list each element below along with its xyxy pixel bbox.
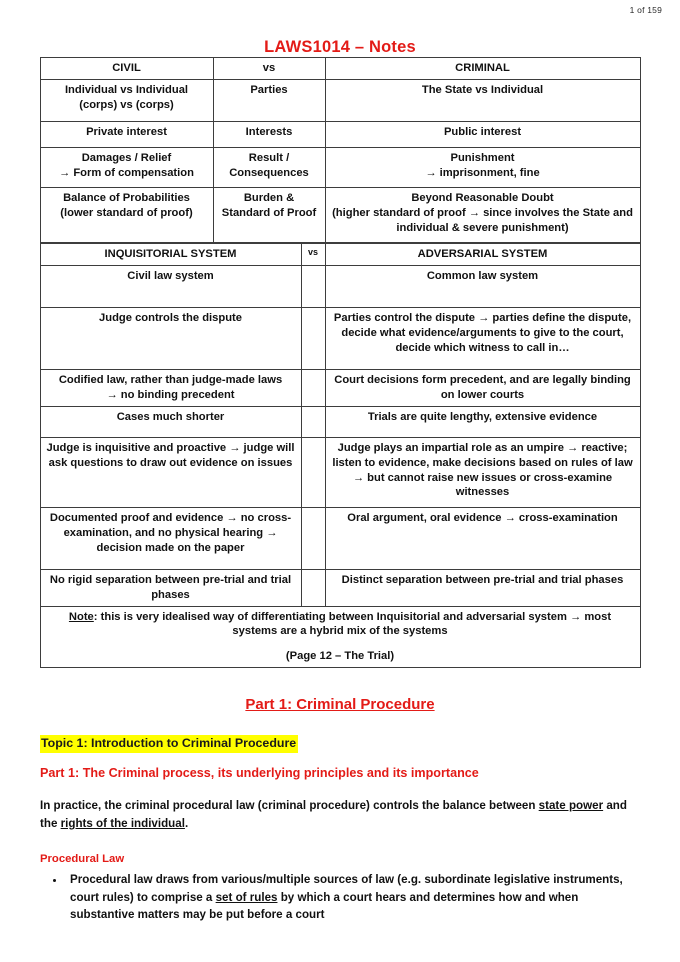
note-source: (Page 12 – The Trial)	[285, 650, 395, 663]
cell-criminal: Punishment → imprisonment, fine	[325, 147, 640, 187]
procedural-law-bullet-list	[40, 871, 640, 923]
cell-civil: Individual vs Individual (corps) vs (corps)	[40, 79, 213, 121]
table-row	[40, 265, 640, 307]
table-row	[40, 187, 640, 242]
table-header-cell-adversarial: ADVERSARIAL SYSTEM	[325, 243, 640, 265]
procedural-law-heading: Procedural Law	[40, 853, 125, 866]
cell-inquisitorial: Documented proof and evidence → no cross-examination, and no physical hearing → decision made on the paper	[40, 507, 301, 569]
table-row	[40, 569, 640, 606]
cell-adversarial: Parties control the dispute → parties define the dispute, decide what evidence/arguments to give to the court, decide which witness to call in…	[325, 307, 640, 369]
list-item	[66, 871, 640, 923]
cell-criminal: Beyond Reasonable Doubt (higher standard of proof → since involves the State and individual & severe punishment)	[325, 187, 640, 242]
table-note-row	[40, 606, 640, 668]
cell-inquisitorial: Codified law, rather than judge-made laws → no binding precedent	[40, 369, 301, 406]
note-label: Note	[68, 610, 94, 623]
bullet-underline-set-of-rules: set of rules	[215, 890, 278, 904]
table-row	[40, 79, 640, 121]
part-heading: Part 1: Criminal Procedure	[245, 696, 435, 714]
paragraph-underline-state-power: state power	[538, 799, 604, 813]
table-header-cell-civil: CIVIL	[40, 58, 213, 80]
cell-civil: Balance of Probabilities (lower standard of proof)	[40, 187, 213, 242]
cell-vs-spacer	[301, 307, 325, 369]
table-row	[40, 147, 640, 187]
cell-civil: Private interest	[40, 121, 213, 147]
systems-comparison-table	[40, 243, 641, 668]
cell-vs-spacer	[301, 265, 325, 307]
page-title: LAWS1014 – Notes	[264, 38, 416, 56]
cell-topic: Result / Consequences	[213, 147, 325, 187]
cell-adversarial: Distinct separation between pre-trial and trial phases	[325, 569, 640, 606]
page-counter: 1 of 159	[629, 5, 662, 15]
table-row	[40, 507, 640, 569]
cell-inquisitorial: Judge controls the dispute	[40, 307, 301, 369]
table-header-cell-vs: vs	[213, 58, 325, 80]
cell-adversarial: Trials are quite lengthy, extensive evidence	[325, 406, 640, 437]
cell-vs-spacer	[301, 437, 325, 507]
cell-inquisitorial: No rigid separation between pre-trial and trial phases	[40, 569, 301, 606]
cell-vs-spacer	[301, 507, 325, 569]
table-note-cell	[40, 606, 640, 668]
cell-topic: Interests	[213, 121, 325, 147]
cell-criminal: Public interest	[325, 121, 640, 147]
cell-inquisitorial: Cases much shorter	[40, 406, 301, 437]
cell-inquisitorial: Judge is inquisitive and proactive → judge will ask questions to draw out evidence on issues	[40, 437, 301, 507]
cell-adversarial: Judge plays an impartial role as an umpire → reactive; listen to evidence, make decisions based on rules of law → but cannot raise new issues or cross-examine witnesses	[325, 437, 640, 507]
table-header-cell-inquisitorial: INQUISITORIAL SYSTEM	[40, 243, 301, 265]
cell-adversarial: Oral argument, oral evidence → cross-examination	[325, 507, 640, 569]
table-row	[40, 307, 640, 369]
table-header-cell-vs: vs	[301, 243, 325, 265]
cell-vs-spacer	[301, 569, 325, 606]
cell-inquisitorial: Civil law system	[40, 265, 301, 307]
paragraph-segment-3: .	[184, 816, 189, 830]
cell-vs-spacer	[301, 369, 325, 406]
paragraph-underline-rights-of-individual: rights of the individual	[60, 816, 185, 830]
cell-adversarial: Common law system	[325, 265, 640, 307]
table-header-row	[40, 243, 640, 265]
table-row	[40, 369, 640, 406]
civil-criminal-table	[40, 57, 641, 243]
cell-vs-spacer	[301, 406, 325, 437]
cell-civil: Damages / Relief → Form of compensation	[40, 147, 213, 187]
table-row	[40, 406, 640, 437]
intro-paragraph	[40, 797, 640, 832]
bullet-segment-2: by which a court hears and determines how and when substantive matters may be put before a court	[70, 890, 579, 922]
topic-heading: Topic 1: Introduction to Criminal Procedure	[40, 735, 298, 753]
subpart-heading: Part 1: The Criminal process, its underlying principles and its importance	[40, 765, 479, 780]
paragraph-segment-2: and the	[40, 799, 627, 830]
cell-topic: Parties	[213, 79, 325, 121]
table-row	[40, 121, 640, 147]
note-text: : this is very idealised way of differentiating between Inquisitorial and adversarial system → most systems are a hybrid mix of the systems	[93, 610, 612, 638]
cell-topic: Burden & Standard of Proof	[213, 187, 325, 242]
body-content	[40, 713, 640, 923]
table-header-row	[40, 58, 640, 80]
topic-heading-wrapper	[40, 713, 640, 753]
bullet-segment-1: Procedural law draws from various/multiple sources of law (e.g. subordinate legislative instruments, court rules) to comprise a	[70, 873, 623, 904]
table-header-cell-criminal: CRIMINAL	[325, 58, 640, 80]
table-row	[40, 437, 640, 507]
cell-adversarial: Court decisions form precedent, and are legally binding on lower courts	[325, 369, 640, 406]
cell-criminal: The State vs Individual	[325, 79, 640, 121]
paragraph-segment-1: In practice, the criminal procedural law (criminal procedure) controls the balance between	[40, 799, 539, 813]
